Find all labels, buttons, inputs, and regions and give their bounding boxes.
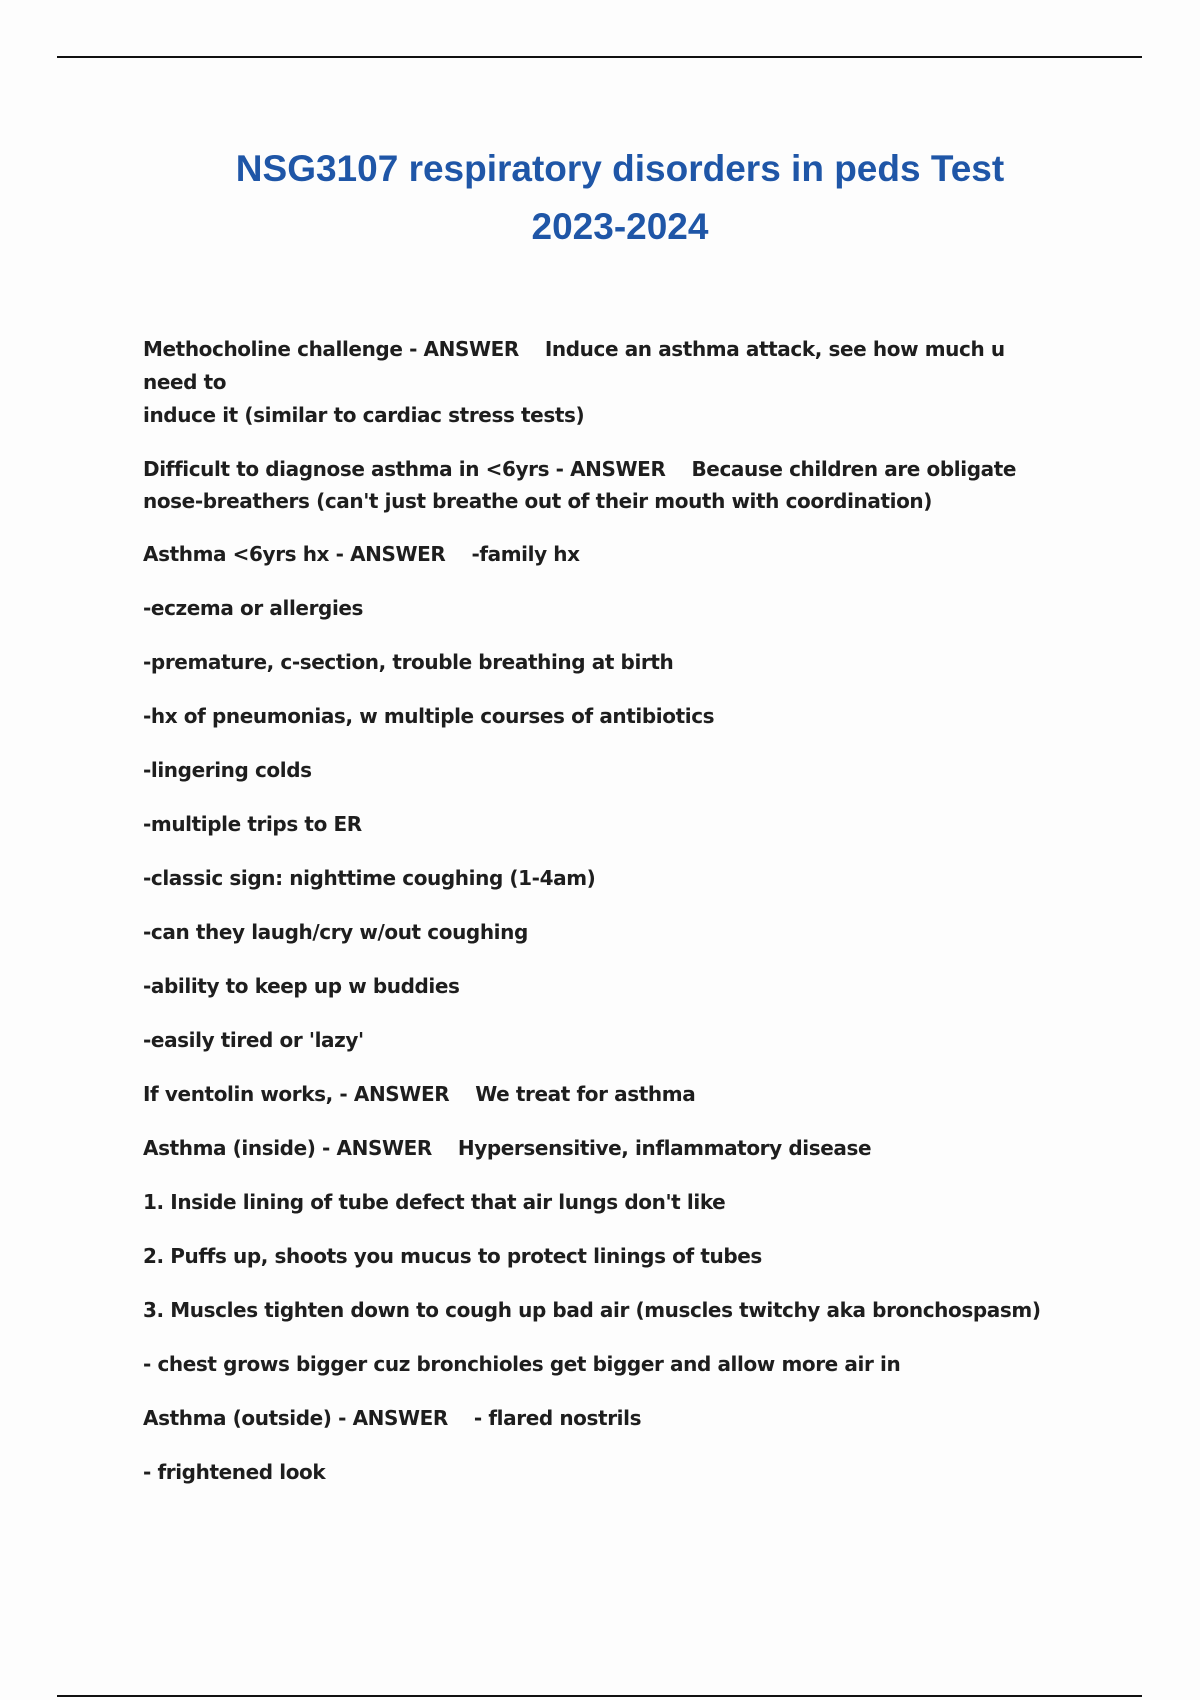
list-item: -hx of pneumonias, w multiple courses of antibiotics [143,704,715,728]
list-item: - chest grows bigger cuz bronchioles get bigger and allow more air in [143,1352,901,1376]
list-item: -premature, c-section, trouble breathing at birth [143,650,674,674]
title-line-1: NSG3107 respiratory disorders in peds Test [235,148,1005,189]
answer: We treat for asthma [475,1082,696,1106]
question: Asthma (inside) - ANSWER [143,1136,432,1160]
document-body [143,333,1063,1510]
answer: Induce an asthma attack, see how much u need to [143,337,1005,394]
answer: Because children are obligate [691,457,1017,481]
list-item: -multiple trips to ER [143,812,362,836]
list-item: -eczema or allergies [143,596,364,620]
qa-item [143,453,1063,517]
answer: Hypersensitive, inflammatory disease [457,1136,872,1160]
list-item: -ability to keep up w buddies [143,974,460,998]
bottom-rule [57,1695,1142,1697]
qa-item [143,538,1063,571]
answer: - flared nostrils [473,1406,642,1430]
list-item: 1. Inside lining of tube defect that air lungs don't like [143,1190,726,1214]
list-item: 3. Muscles tighten down to cough up bad air (muscles twitchy aka bronchospasm) [143,1298,1041,1322]
answer: -family hx [471,542,580,566]
qa-item [143,333,1063,432]
answer-continued: nose-breathers (can't just breathe out of their mouth with coordination) [143,489,933,513]
question: Asthma (outside) - ANSWER [143,1406,448,1430]
qa-item [143,1078,1063,1111]
title-line-2: 2023-2024 [531,206,709,247]
question: Difficult to diagnose asthma in <6yrs - ANSWER [143,457,666,481]
list-item: -lingering colds [143,758,312,782]
list-item: -classic sign: nighttime coughing (1-4am) [143,866,596,890]
list-item: -can they laugh/cry w/out coughing [143,920,528,944]
question: If ventolin works, - ANSWER [143,1082,450,1106]
qa-item [143,1132,1063,1165]
list-item: - frightened look [143,1460,326,1484]
qa-item [143,1402,1063,1435]
document-title [130,140,1110,256]
list-item: 2. Puffs up, shoots you mucus to protect linings of tubes [143,1244,762,1268]
top-rule [57,56,1142,58]
question: Asthma <6yrs hx - ANSWER [143,542,446,566]
list-item: -easily tired or 'lazy' [143,1028,364,1052]
answer-continued: induce it (similar to cardiac stress tests) [143,403,585,427]
question: Methocholine challenge - ANSWER [143,337,519,361]
